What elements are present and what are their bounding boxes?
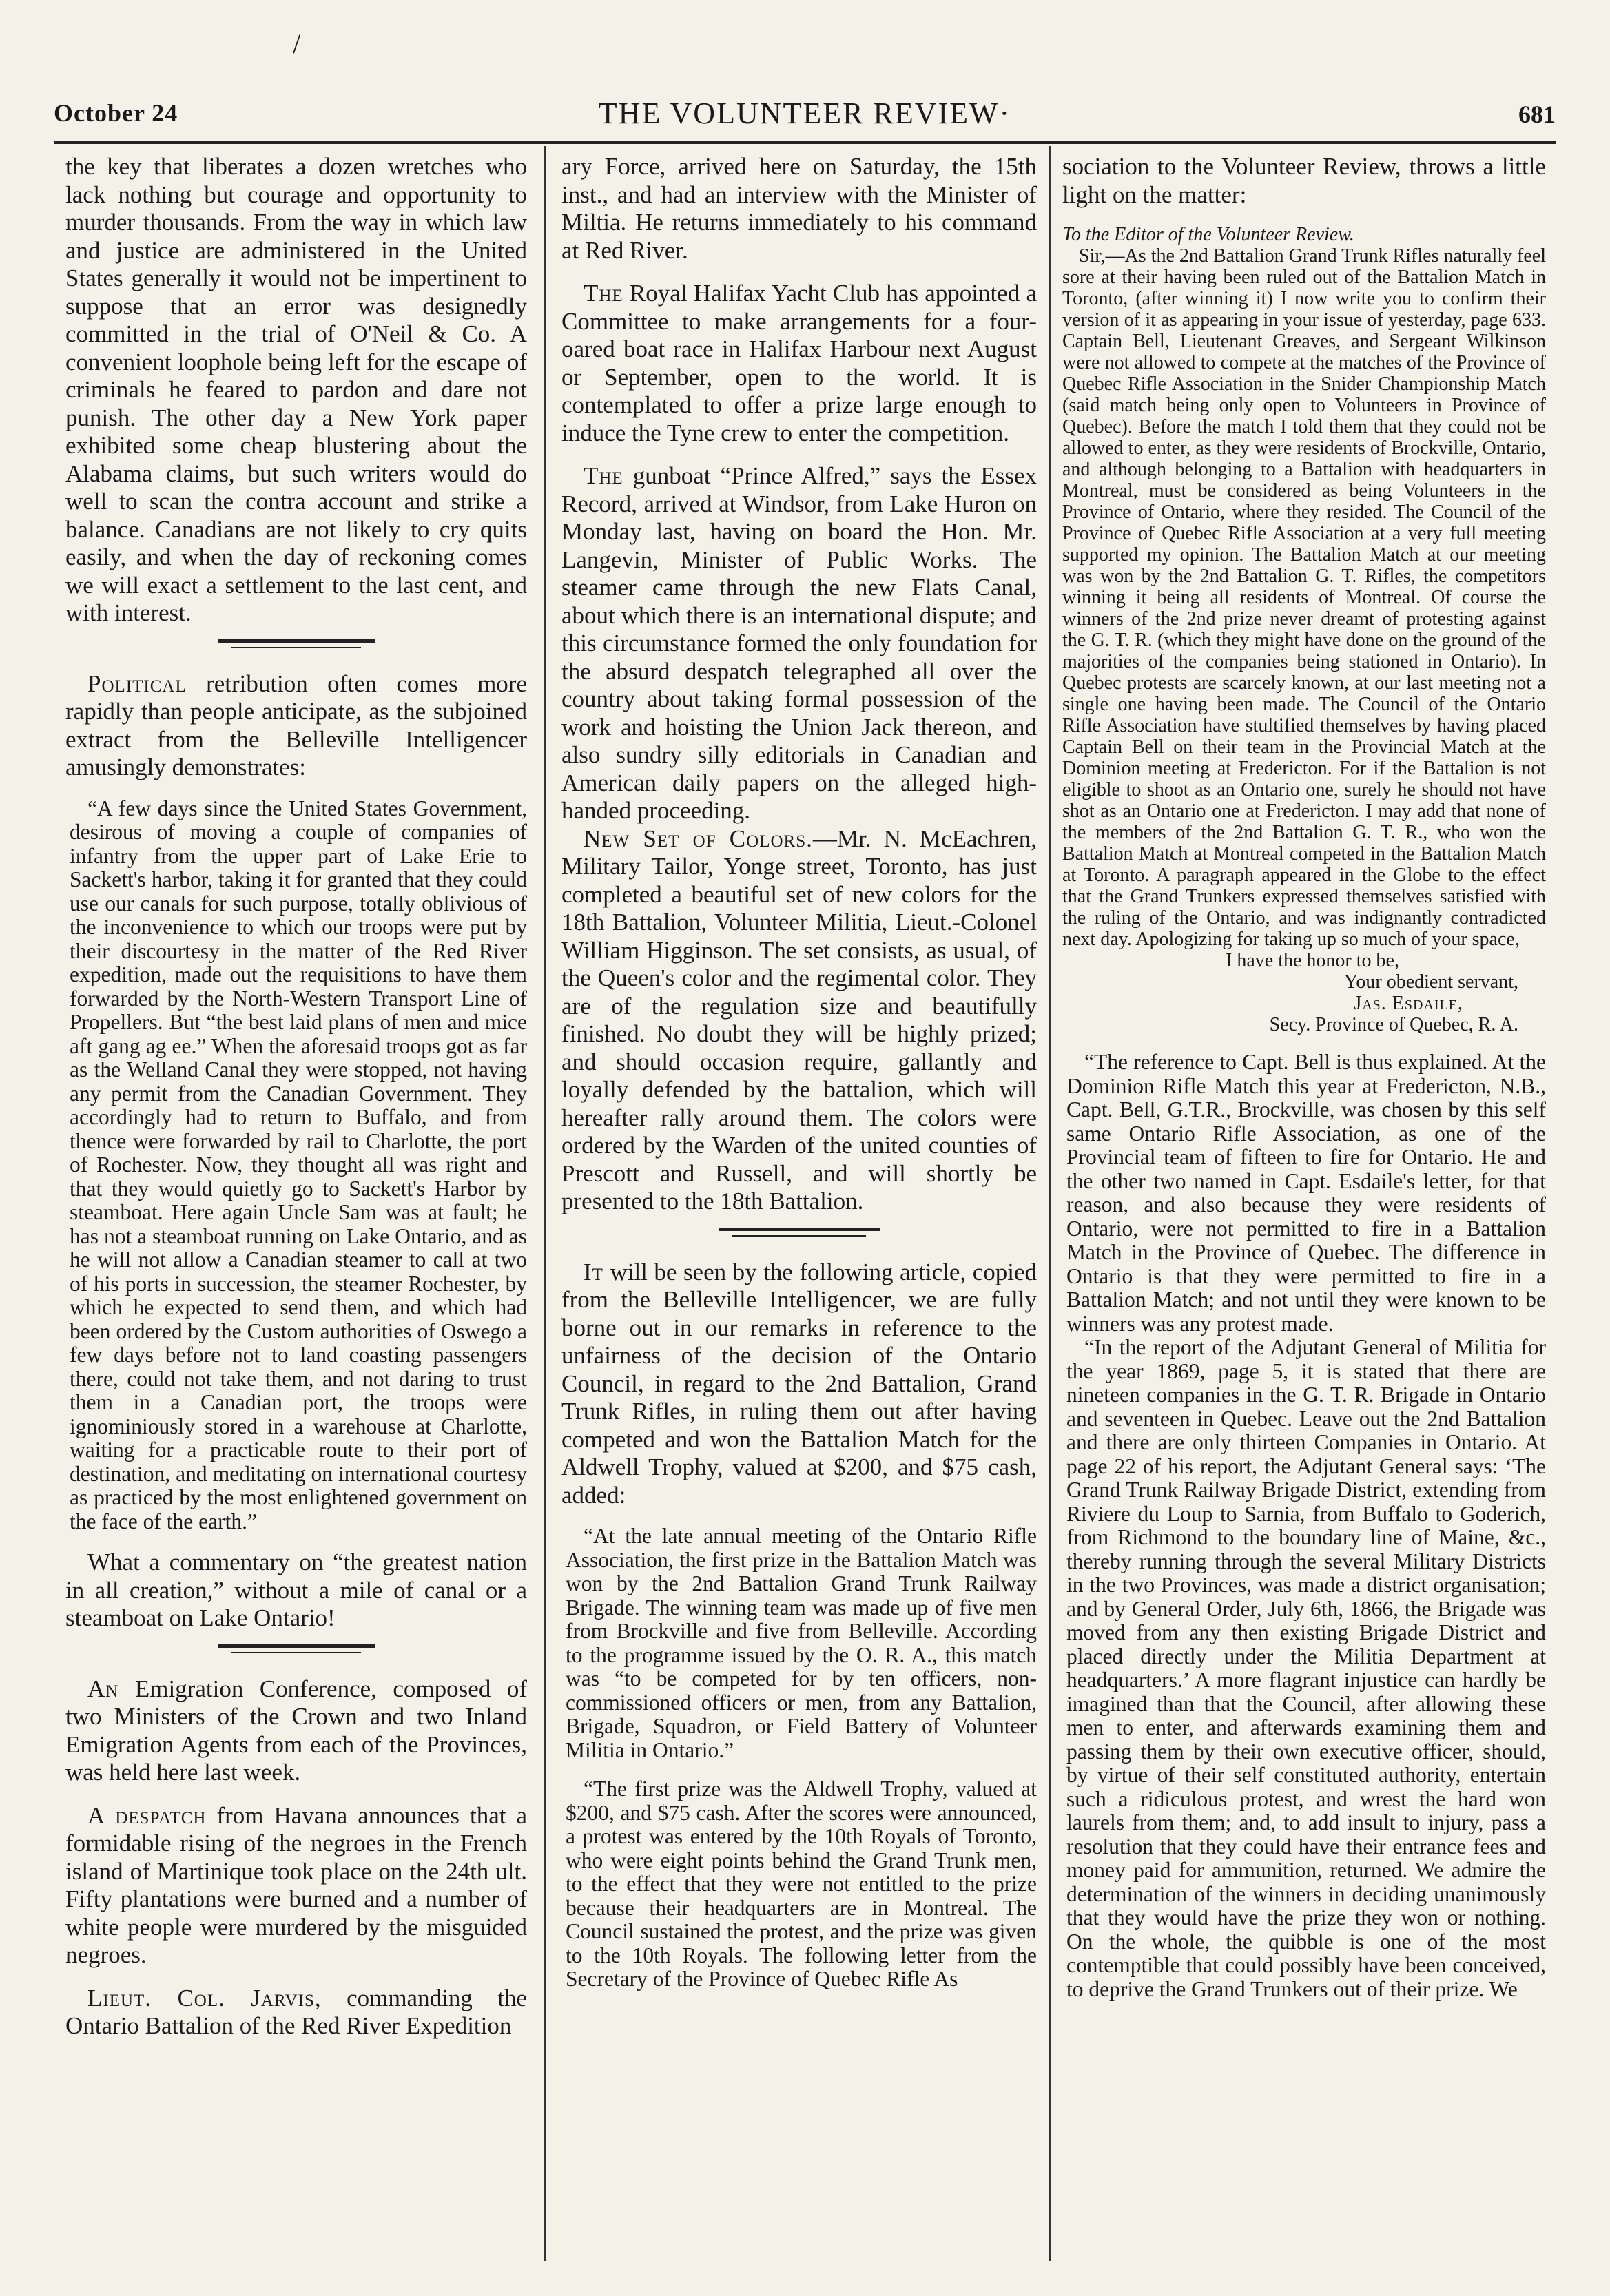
paragraph-text: Royal Halifax Yacht Club has appointed a Committee to make arrangements for a four-oared boat race in Halifax Harbour next August or September, open to the world. It is contemplated to offer a prize large enough to induce the Tyne crew to enter the competition.: [561, 280, 1037, 446]
paragraph-text: Emigration Conference, composed of two Ministers of the Crown and two Inland Emigration Agents from each of the Provinces, was held here last week.: [65, 1675, 527, 1786]
paragraph: [65, 1985, 527, 2040]
section-divider: [65, 633, 527, 656]
paragraph: ary Force, arrived here on Saturday, the 15th inst., and had an interview with the Minister of Miltia. He returns immediately to his command at Red River.: [561, 153, 1037, 264]
paragraph: sociation to the Volunteer Review, throws a little light on the matter:: [1062, 153, 1546, 208]
header-rule: [54, 141, 1556, 144]
paragraph: [561, 825, 1037, 1216]
paragraph-text: will be seen by the following article, copied from the Belleville Intelligencer, we are fully borne out in our remarks in reference to the unfairness of the decision of the Ontario Council, in regard to the 2nd Battalion, Grand Trunk Rifles, in ruling them out after having competed and won the Battalion Match for the Aldwell Trophy, valued at $200, and $75 cash, added:: [561, 1258, 1037, 1509]
quote-text: “The reference to Capt. Bell is thus explained. At the Dominion Rifle Match this year at Fredericton, N.B., Capt. Bell, G.T.R., Brockville, was chosen by this self same Ontario Rifle Association, as one of the Provincial team of fifteen to fire for Ontario. He and the other two named in Capt. Esdaile's letter, for that reason, and also because they were residents of Ontario, were not permitted to fire in a Battalion Match in the Province of Quebec. The difference in Ontario is that they were permitted to fire in a Battalion Match; and not until they were known to be winners was any protest made.: [1066, 1050, 1546, 1336]
paragraph-text: commanding the Ontario Battalion of the Red River Expedition: [65, 1984, 527, 2039]
quote-text: “At the late annual meeting of the Ontario Rifle Association, the first prize in the Battalion Match was won by the 2nd Battalion Grand Trunk Railway Brigade. The winning team was made up of five men from Brockville and five from Belleville. According to the programme issued by the O. R. A., this match was “to be competed for by ten officers, non-commissioned officers or men, from any Battalion, Brigade, Squadron, or Field Battery of Volunteer Militia in Ontario.”: [566, 1524, 1037, 1762]
paragraph: [65, 1802, 527, 1969]
quotation: [1062, 1051, 1546, 2001]
paragraph: [65, 670, 527, 782]
lead-word: It: [584, 1258, 603, 1285]
column-2: [561, 153, 1037, 2264]
quote-text: “In the report of the Adjutant General of Militia for the year 1869, page 5, it is stated that there are nineteen companies in the G. T. R. Brigade in Ontario and seventeen in Quebec. Leave out the 2nd Battalion and there are only thirteen Companies in Ontario. At page 22 of his report, the Adjutant General says: ‘The Grand Trunk Railway Brigade District, extending from Riviere du Loup to Sarnia, from Buffalo to Goderich, from Richmond to the boundary line of Maine, &c., thereby running through the several Military Districts in the two Provinces, was made a district organisation; and by General Order, July 6th, 1866, the Brigade was moved from any then existing Brigade District and placed directly under the Militia Department at headquarters.’ A more flagrant injustice can hardly be imagined than that the Council, after allowing these men to enter, and afterwards examining them and passing them by their own executive officer, should, by virtue of their self constituted authority, entertain such a ridiculous protest, and wrest the hard won laurels from them; and, to add insult to injury, pass a resolution that they could have their entrance fees and money paid for ammunition, returned. We admire the determination of the winners in deciding unanimously that they would have the prize they won or nothing. On the whole, the quibble is one of the most contemptible that could possibly have been conceived, to deprive the Grand Trunkers out of their prize. We: [1066, 1335, 1546, 2001]
lead-word: The: [584, 462, 623, 489]
paragraph-text: gunboat “Prince Alfred,” says the Essex Record, arrived at Windsor, from Lake Huron on Monday last, having on board the Hon. Mr. Langevin, Minister of Public Works. The steamer came through the new Flats Canal, about which there is an international dispute; and this circumstance formed the only foundation for the absurd despatch telegraphed all over the country about taking formal possession of the work and hoisting the Union Jack thereon, and also sundry silly editorials in Canadian and American daily papers on the alleged high-handed proceeding.: [561, 462, 1037, 824]
paragraph-text: retribution often comes more rapidly than people anticipate, as the subjoined extract from the Belleville Intelligencer amusingly demonstrates:: [65, 670, 527, 780]
quote-text: “A few days since the United States Government, desirous of moving a couple of companies of infantry from the upper part of Lake Erie to Sackett's harbor, taking it for granted that they could use our canals for such purpose, totally oblivious of the inconvenience to which our troops were put by their discourtesy in the matter of the Red River expedition, made out the requisitions to have them forwarded by the North-Western Transport Line of Propellers. But “the best laid plans of men and mice aft gang ag ee.” When the aforesaid troops got as far as the Welland Canal they were stopped, not having any permit from the Canadian Government. They accordingly had to return to Buffalo, and from thence were forwarded by rail to Charlotte, the port of Rochester. Now, they thought all was right and that they would quietly go to Sackett's Harbor by steamboat. Here again Uncle Sam was at fault; he has not a steamboat running on Lake Ontario, and as he will not allow a Canadian steamer to call at two of his ports in succession, the steamer Rochester, by which he expected to send them, and which had been ordered by the Custom authorities of Oswego a few days before not to land coasting passengers there, could not take them, and not daring to trust them in a Canadian port, the troops were ignominiously stored in a warehouse at Charlotte, waiting for a practicable route to their port of destination, and meditating on international courtesy as practiced by the most enlightened government on the face of the earth.”: [70, 796, 527, 1533]
paragraph: [561, 1259, 1037, 1510]
letter-closing: Your obedient servant,: [1343, 971, 1518, 993]
lead-word: An: [87, 1675, 119, 1702]
paragraph: the key that liberates a dozen wretches who lack nothing but courage and opportunity to murder thousands. From the way in which law and justice are administered in the United States generally it would not be impertinent to suppose that an error was designedly committed in the trial of O'Neil & Co. A convenient loophole being left for the escape of criminals he feared to pardon and dare not punish. The other day a New York paper exhibited some cheap blustering about the Alabama claims, but such writers would do well to scan the contra account and strike a balance. Canadians are not likely to cry quits easily, and when the day of reckoning comes we will exact a settlement to the last cent, and with interest.: [65, 153, 527, 626]
lead-word: The: [584, 280, 623, 307]
lead-word: A despatch: [87, 1801, 207, 1829]
section-divider: [561, 1221, 1037, 1245]
quotation: [561, 1524, 1037, 1992]
column-3: [1062, 153, 1546, 2264]
stray-mark: /: [293, 28, 301, 59]
column-rule: [544, 146, 546, 2261]
letter: [1062, 224, 1546, 1035]
letter-body: Sir,—As the 2nd Battalion Grand Trunk Rifles naturally feel sore at their having been ruled out of the Battalion Match in Toronto, (after winning it) I now write you to confirm their version of it as appearing in your issue of yesterday, page 633. Captain Bell, Lieutenant Greaves, and Sergeant Wilkinson were not allowed to compete at the matches of the Province of Quebec Rifle Association in the Snider Championship Match (said match being only open to Volunteers in Province of Quebec). Before the match I told them that they could not be allowed to enter, as they were residents of Brockville, Ontario, and although belonging to a Battalion with headquarters in Montreal, must be considered as being Volunteers in the Province of Ontario, where they resided. The Council of the Province of Quebec Rifle Association at a very full meeting supported my opinion. The Battalion Match at our meeting was won by the 2nd Battalion G. T. Rifles, the competitors winning it being all residents of Montreal. Of course the winners of the 2nd prize never dreamt of protesting against the G. T. R. (which they might have done on the ground of the majorities of the companies being stationed in Ontario). In Quebec protests are scarcely known, at our last meeting not a single one having been made. The Council of the Ontario Rifle Association have stultified themselves by having placed Captain Bell on their team in the Provincial Match at the Dominion meeting at Fredericton. For if the Battalion is not eligible to shoot as an Ontario one, surely he should not have shot as an Ontario one at Fredericton. I may add that none of the members of the 2nd Battalion G. T. R., who won the Battalion Match at Montreal competed in the Battalion Match at Toronto. A paragraph appeared in the Globe to the effect that the Grand Trunkers expressed themselves satisfied with the ruling of the Ontario, and was indignantly contradicted next day. Apologizing for taking up so much of your space,: [1062, 245, 1546, 950]
quotation: [65, 797, 527, 1534]
column-1: [65, 153, 527, 2264]
letter-signature-title: Secy. Province of Quebec, R. A.: [1269, 1014, 1518, 1035]
letter-closing: I have the honor to be,: [1226, 950, 1399, 971]
letter-signature: Jas. Esdaile,: [1354, 993, 1463, 1014]
paragraph: [65, 1675, 527, 1787]
paragraph-text: from Havana announces that a formidable rising of the negroes in the French island of Martinique took place on the 24th ult. Fifty plantations were burned and a number of white people were murdered by the misguided negroes.: [65, 1801, 527, 1968]
lead-word: Lieut. Col. Jarvis,: [87, 1984, 322, 2011]
page-number: 681: [1518, 101, 1556, 128]
page-header: [54, 93, 1556, 141]
header-title: THE VOLUNTEER REVIEW·: [598, 96, 1011, 130]
column-rule: [1049, 146, 1051, 2261]
section-divider: [65, 1638, 527, 1662]
paragraph: What a commentary on “the greatest nation in all creation,” without a mile of canal or a steamboat on Lake Ontario!: [65, 1549, 527, 1631]
lead-word: Political: [87, 670, 187, 697]
lead-word: New Set of Colors.: [584, 825, 813, 852]
paragraph-text: —Mr. N. McEachren, Military Tailor, Yonge street, Toronto, has just completed a beautiful set of new colors for the 18th Battalion, Volunteer Militia, Lieut.-Colonel William Higginson. The set consists, as usual, of the Queen's color and the regimental color. They are of the regulation size and beautifully finished. No doubt they will be highly prized; and should occasion require, gallantly and loyally defended by the battalion, which will hereafter rally around them. The colors were ordered by the Warden of the united counties of Prescott and Russell, and will shortly be presented to the 18th Battalion.: [561, 825, 1037, 1214]
letter-salutation: To the Editor of the Volunteer Review.: [1062, 224, 1354, 245]
paragraph: [561, 462, 1037, 825]
quote-text: “The first prize was the Aldwell Trophy, valued at $200, and $75 cash. After the scores were announced, a protest was entered by the 10th Royals of Toronto, who were eight points behind the Grand Trunk men, to the effect that they were not entitled to the prize because their headquarters are in Montreal. The Council sustained the protest, and the prize was given to the 10th Royals. The following letter from the Secretary of the Province of Quebec Rifle As: [566, 1777, 1037, 1991]
header-date: October 24: [54, 99, 178, 127]
paragraph: [561, 280, 1037, 447]
